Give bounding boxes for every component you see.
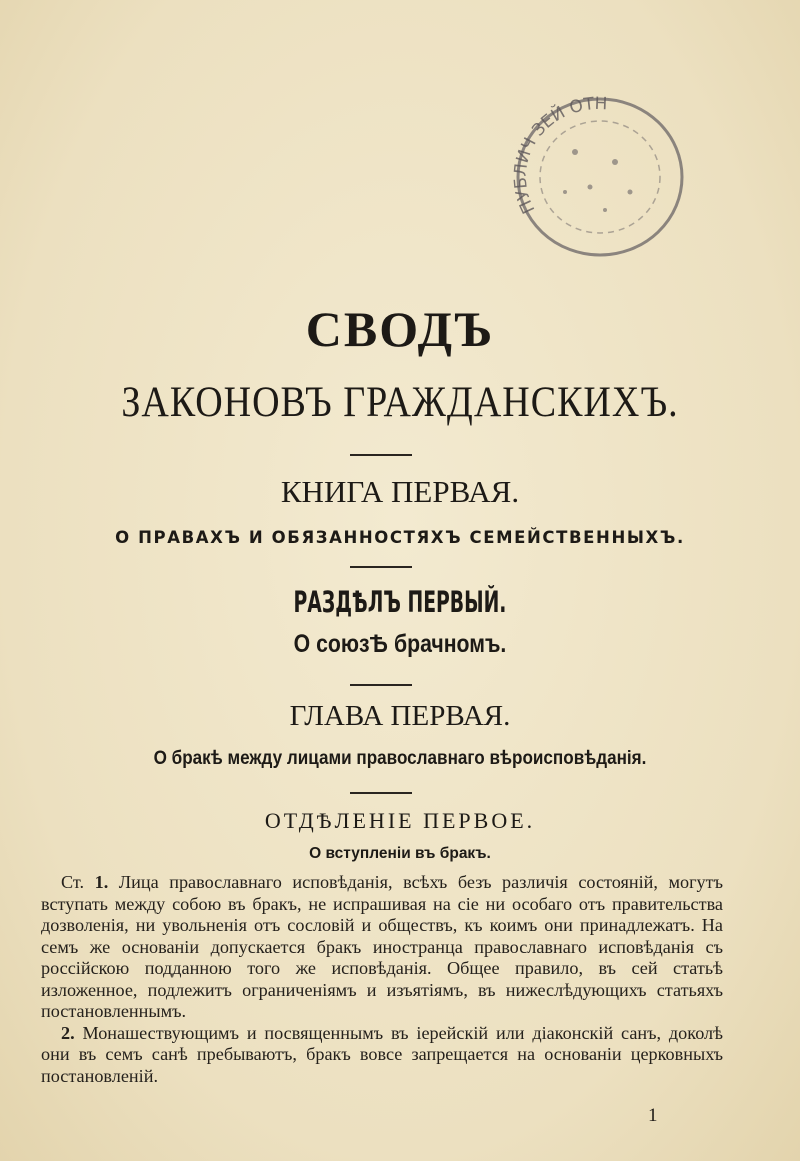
- page-number: 1: [648, 1105, 658, 1126]
- chapter-subtitle: О бракѣ между лицами православнаго вѣроисповѣданія.: [153, 748, 647, 769]
- article-1: [41, 872, 723, 1023]
- article-2: [41, 1023, 723, 1088]
- section-title: РАЗДѢЛЪ ПЕРВЫЙ.: [293, 585, 507, 619]
- divider-4: [350, 792, 412, 794]
- article-number: 1.: [94, 872, 109, 892]
- divider-3: [350, 684, 412, 686]
- article-text: Лица православнаго исповѣданія, всѣхъ безъ различія состояній, могутъ вступать между собою въ бракъ, не испрашивая на сіе ни особаго отъ правительства дозволенія, ни увольненія отъ сословій и обществъ, къ коимъ они принадлежатъ. На семъ же основаніи допускается бракъ иностранца православнаго исповѣданія съ россійскою подданною того же исповѣданія. Общее правило, въ сей статьѣ изложенное, подлежитъ ограниченіямъ и изъятіямъ, въ нижеслѣдующихъ статьяхъ постановленнымъ.: [41, 872, 723, 1021]
- library-stamp: [505, 92, 695, 267]
- section-subtitle: О союзѢ брачномъ.: [293, 630, 507, 658]
- chapter-title: ГЛАВА ПЕРВАЯ.: [289, 700, 511, 732]
- document-title: СВОДЪ: [305, 301, 495, 357]
- article-number: 2.: [61, 1022, 75, 1043]
- stamp-text: ПУБЛИЧ ЗЕЙ ОТН: [510, 93, 608, 217]
- book-title: КНИГА ПЕРВАЯ.: [280, 474, 520, 509]
- article-body: [41, 872, 723, 1087]
- division-subtitle: О вступленіи въ бракъ.: [309, 845, 491, 862]
- document-subtitle: ЗАКОНОВЪ ГРАЖДАНСКИХЪ.: [121, 377, 679, 427]
- divider-2: [350, 566, 412, 568]
- division-title: ОТДѢЛЕНІЕ ПЕРВОЕ.: [264, 808, 536, 833]
- article-text: Монашествующимъ и посвященнымъ въ іерейскій или діаконскій санъ, доколѣ они въ семъ санѣ пребываютъ, бракъ вовсе запрещается на основаніи церковныхъ постановленій.: [41, 1022, 723, 1086]
- book-subtitle: О ПРАВАХЪ И ОБЯЗАННОСТЯХЪ СЕМЕЙСТВЕННЫХЪ.: [115, 528, 685, 547]
- article-label: Ст.: [61, 872, 85, 892]
- divider-1: [350, 454, 412, 456]
- svg-text:ПУБЛИЧ ЗЕЙ ОТН: [511, 94, 608, 217]
